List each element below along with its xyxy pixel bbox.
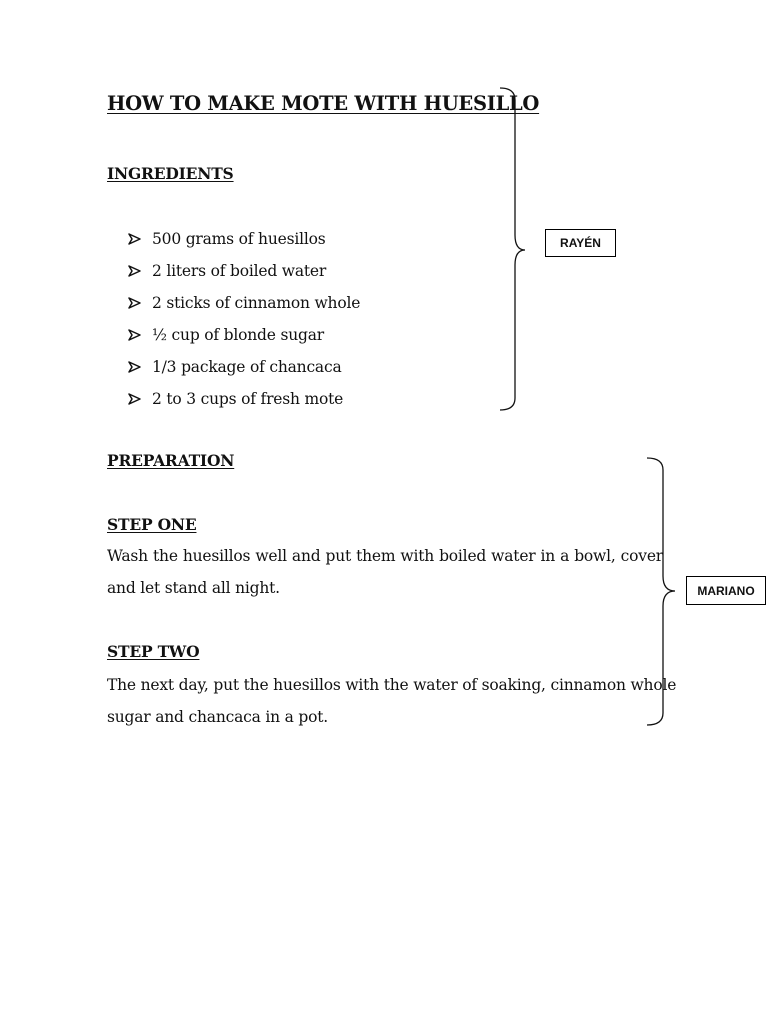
author-label-mariano: MARIANO (686, 576, 766, 605)
author-label-rayen: RAYÉN (545, 229, 616, 257)
arrow-bullet-icon (128, 228, 152, 245)
ingredients-brace (495, 86, 527, 416)
arrow-bullet-icon (128, 324, 152, 341)
paragraph-line: and let stand all night. (107, 579, 280, 597)
paragraph-line: Wash the huesillos well and put them with boiled water in a bowl, cover (107, 547, 663, 565)
preparation-heading: PREPARATION (107, 451, 235, 470)
list-item (128, 356, 360, 388)
paragraph-line: The next day, put the huesillos with the water of soaking, cinnamon whole (107, 676, 677, 694)
ingredient-text: 500 grams of huesillos (152, 230, 326, 248)
list-item (128, 388, 360, 420)
arrow-bullet-icon (128, 356, 152, 373)
ingredient-text: 2 liters of boiled water (152, 262, 327, 280)
ingredient-text: 1/3 package of chancaca (152, 358, 342, 376)
ingredient-text: 2 to 3 cups of fresh mote (152, 390, 344, 408)
step-two-text (107, 669, 677, 733)
preparation-brace (643, 455, 688, 730)
document-title: HOW TO MAKE MOTE WITH HUESILLO (107, 92, 540, 115)
step-one-text (107, 540, 663, 604)
list-item (128, 292, 360, 324)
list-item (128, 260, 360, 292)
arrow-bullet-icon (128, 260, 152, 277)
ingredients-heading: INGREDIENTS (107, 164, 234, 183)
list-item (128, 228, 360, 260)
paragraph-line: sugar and chancaca in a pot. (107, 708, 329, 726)
arrow-bullet-icon (128, 292, 152, 309)
list-item (128, 324, 360, 356)
ingredient-list (128, 228, 360, 420)
ingredient-text: 2 sticks of cinnamon whole (152, 294, 361, 312)
step-one-heading: STEP ONE (107, 515, 197, 534)
step-two-heading: STEP TWO (107, 642, 200, 661)
ingredient-text: ½ cup of blonde sugar (152, 326, 324, 344)
arrow-bullet-icon (128, 388, 152, 405)
